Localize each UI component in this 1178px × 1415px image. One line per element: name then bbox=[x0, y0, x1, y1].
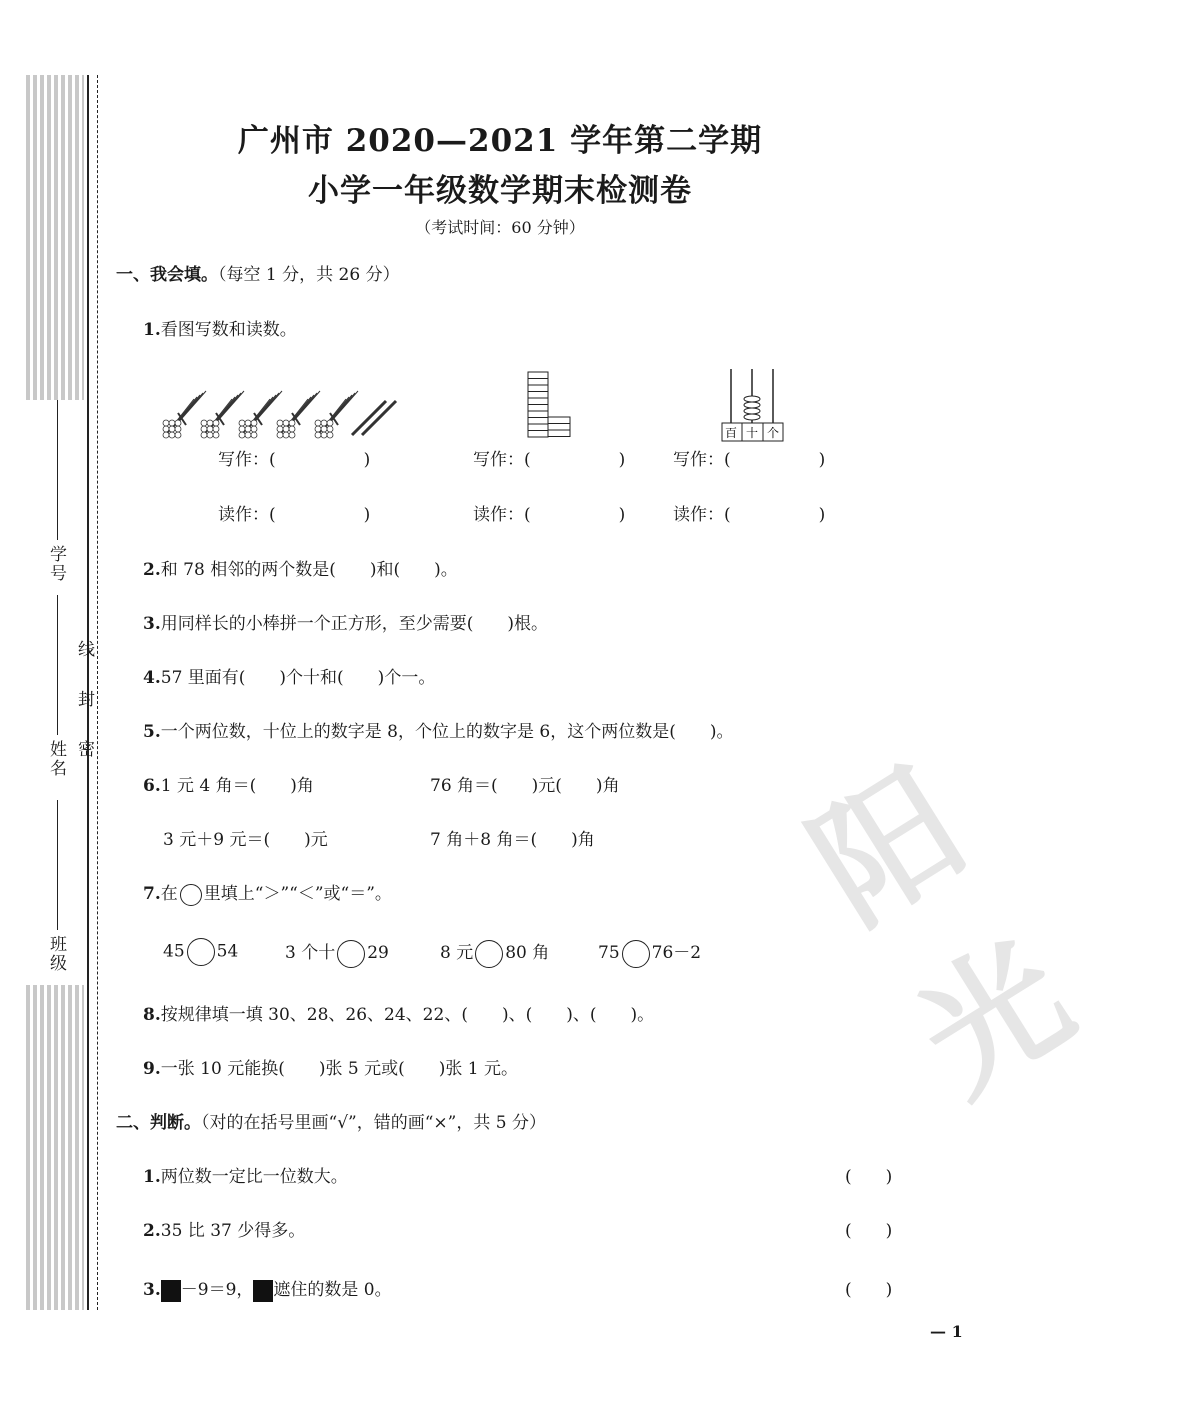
ten-rod-unit bbox=[528, 405, 548, 412]
judge-answer-3[interactable]: ( ) bbox=[845, 1280, 893, 1300]
ten-rod-unit bbox=[528, 418, 548, 425]
section2-heading bbox=[116, 1108, 546, 1133]
compare-blank-circle[interactable] bbox=[622, 940, 650, 968]
hidden-number-block bbox=[161, 1280, 181, 1302]
ten-rod-unit bbox=[528, 431, 548, 438]
hidden-number-block bbox=[253, 1280, 273, 1302]
q1-num: 1. bbox=[143, 320, 161, 340]
judge-answer-1[interactable]: ( ) bbox=[845, 1167, 893, 1187]
q1-read-1[interactable]: 读作：( ) bbox=[218, 505, 371, 525]
unit-cube bbox=[548, 430, 570, 437]
seal-word-feng: 封 bbox=[74, 690, 94, 709]
ten-rod-unit bbox=[528, 398, 548, 405]
q4: 4.57 里面有( )个十和( )个一。 bbox=[143, 668, 436, 688]
section1-score: （每空 1 分，共 26 分） bbox=[218, 265, 400, 285]
seal-word-xian: 线 bbox=[74, 640, 94, 659]
q9: 9.一张 10 元能换( )张 5 元或( )张 1 元。 bbox=[143, 1059, 518, 1079]
abacus-bead bbox=[744, 408, 760, 414]
name-line bbox=[57, 595, 58, 735]
q1-text: 看图写数和读数。 bbox=[160, 320, 297, 340]
ten-rod-unit bbox=[528, 372, 548, 379]
ten-rod-unit bbox=[528, 379, 548, 386]
exam-title-line2: 小学一年级数学期末检测卷 bbox=[308, 173, 692, 209]
label-name: 姓名 bbox=[46, 740, 66, 778]
section2-title: 二、判断。 bbox=[116, 1113, 201, 1133]
judge-item-1: 1.两位数一定比一位数大。 bbox=[143, 1167, 348, 1187]
abacus-label-tens: 十 bbox=[746, 426, 759, 440]
q5: 5.一个两位数，十位上的数字是 8，个位上的数字是 6，这个两位数是( )。 bbox=[143, 722, 734, 742]
ten-rod-unit bbox=[528, 392, 548, 399]
ten-rod-unit bbox=[528, 411, 548, 418]
label-class: 班级 bbox=[46, 935, 66, 973]
abacus-label-ones: 个 bbox=[767, 426, 780, 440]
exam-title-line1: 广州市 2020—2021 学年第二学期 bbox=[237, 123, 763, 159]
q1-read-2[interactable]: 读作：( ) bbox=[473, 505, 626, 525]
class-line bbox=[57, 800, 58, 930]
q6-d: 7 角＋8 角＝( )角 bbox=[430, 830, 595, 850]
q7-item-1: 45 54 bbox=[163, 938, 238, 966]
q5-text: 一个两位数，十位上的数字是 8，个位上的数字是 6，这个两位数是( )。 bbox=[160, 722, 734, 742]
q8-text: 按规律填一填 30、28、26、24、22、( )、( )、( )。 bbox=[160, 1005, 655, 1025]
cube-blocks-figure bbox=[525, 370, 575, 440]
compare-blank-circle[interactable] bbox=[475, 940, 503, 968]
judge-answer-2[interactable]: ( ) bbox=[845, 1221, 893, 1241]
q2-text: 和 78 相邻的两个数是( )和( )。 bbox=[160, 560, 458, 580]
q6-row1: 6.1 元 4 角＝( )角 bbox=[143, 776, 314, 796]
ten-rod-unit bbox=[528, 424, 548, 431]
q7-item-2: 3 个十 29 bbox=[285, 938, 389, 968]
binding-line-inner bbox=[97, 75, 99, 1310]
q4-text: 57 里面有( )个十和( )个一。 bbox=[160, 668, 436, 688]
abacus-figure bbox=[720, 365, 785, 443]
section2-score: （对的在括号里画“√”，错的画“×”，共 5 分） bbox=[201, 1113, 546, 1133]
q7-item-4: 75 76－2 bbox=[598, 938, 701, 968]
q9-text: 一张 10 元能换( )张 5 元或( )张 1 元。 bbox=[160, 1059, 518, 1079]
binding-stripe-bottom bbox=[26, 985, 84, 1310]
exam-time: （考试时间：60 分钟） bbox=[415, 218, 585, 237]
q7-item-3: 8 元 80 角 bbox=[440, 938, 549, 968]
q6-b: 76 角＝( )元( )角 bbox=[430, 776, 620, 796]
page-number: — 1 bbox=[930, 1322, 963, 1341]
compare-blank-circle[interactable] bbox=[337, 940, 365, 968]
q6-c: 3 元＋9 元＝( )元 bbox=[163, 830, 328, 850]
q7: 7.在 里填上“＞”“＜”或“＝”。 bbox=[143, 884, 392, 904]
q3-text: 用同样长的小棒拼一个正方形，至少需要( )根。 bbox=[160, 614, 549, 634]
stick-bundles-figure bbox=[160, 385, 440, 445]
unit-cube bbox=[548, 417, 570, 424]
q1-read-3[interactable]: 读作：( ) bbox=[673, 505, 826, 525]
compare-blank-circle[interactable] bbox=[187, 938, 215, 966]
q1-write-3[interactable]: 写作：( ) bbox=[673, 450, 826, 470]
abacus-label-hundreds: 百 bbox=[725, 426, 738, 440]
judge-item-2: 2.35 比 37 少得多。 bbox=[143, 1221, 306, 1241]
stick-bundle bbox=[315, 391, 358, 438]
label-student-id: 学号 bbox=[46, 545, 66, 583]
watermark: 阳光 bbox=[786, 742, 1099, 1125]
q8: 8.按规律填一填 30、28、26、24、22、( )、( )、( )。 bbox=[143, 1005, 655, 1025]
section1-title: 一、我会填。 bbox=[116, 265, 218, 285]
stick-bundle bbox=[201, 391, 244, 438]
stick-bundle bbox=[239, 391, 282, 438]
abacus-bead bbox=[744, 414, 760, 420]
abacus-bead bbox=[744, 396, 760, 402]
q3: 3.用同样长的小棒拼一个正方形，至少需要( )根。 bbox=[143, 614, 549, 634]
judge-item-3: 3. －9＝9， 遮住的数是 0。 bbox=[143, 1280, 392, 1300]
q6-a: 1 元 4 角＝( )角 bbox=[160, 776, 314, 796]
compare-circle-icon bbox=[180, 884, 202, 906]
student-id-line bbox=[57, 400, 58, 540]
stick-bundle bbox=[163, 391, 206, 438]
ten-rod-unit bbox=[528, 385, 548, 392]
unit-cube bbox=[548, 424, 570, 431]
q1-write-2[interactable]: 写作：( ) bbox=[473, 450, 626, 470]
q1 bbox=[143, 315, 297, 340]
stick-bundle bbox=[277, 391, 320, 438]
abacus-bead bbox=[744, 402, 760, 408]
q2: 2.和 78 相邻的两个数是( )和( )。 bbox=[143, 560, 458, 580]
section1-heading bbox=[116, 260, 400, 285]
q1-write-1[interactable]: 写作：( ) bbox=[218, 450, 371, 470]
seal-word-mi: 密 bbox=[74, 740, 94, 759]
